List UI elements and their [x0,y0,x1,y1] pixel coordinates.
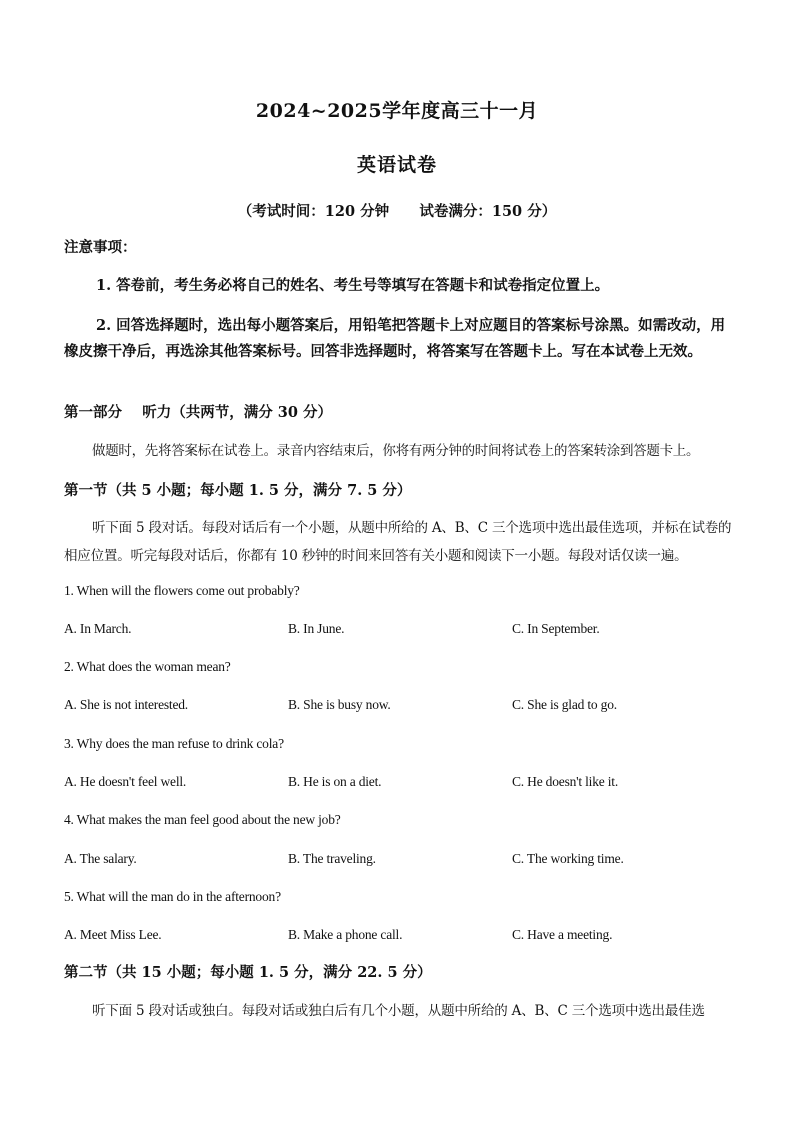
section1-heading: 第一节（共 5 小题；每小题 1. 5 分，满分 7. 5 分） [64,482,412,499]
option-b: B. The traveling. [288,851,376,866]
section1-description: 听下面 5 段对话。每段对话后有一个小题，从题中所给的 A、B、C 三个选项中选出最佳选项，并标在试卷的相应位置。听完每段对话后，你都有 10 秒钟的时间来回答有关小题和阅读下一小题。每段对话仅读一遍。 [64,520,732,564]
exam-subject: 英语试卷 [356,154,437,176]
notice-heading: 注意事项： [64,239,137,256]
option-a: A. In March. [64,621,132,636]
option-c: C. Have a meeting. [512,927,613,942]
option-b: B. She is busy now. [288,697,391,712]
part1-heading: 第一部分 听力（共两节，满分 30 分） [64,404,332,421]
question-stem: 2. What does the woman mean? [64,659,231,674]
option-c: C. The working time. [512,851,624,866]
exam-title: 2024~2025学年度高三十一月 [255,100,539,122]
option-b: B. In June. [288,621,345,636]
part1-description: 做题时，先将答案标在试卷上。录音内容结束后，你将有两分钟的时间将试卷上的答案转涂到答题卡上。 [92,443,700,459]
notice-item: 2. 回答选择题时，选出每小题答案后，用铅笔把答题卡上对应题目的答案标号涂黑。如需改动，用橡皮擦干净后，再选涂其他答案标号。回答非选择题时，将答案写在答题卡上。写在本试卷上无效。 [64,317,726,360]
option-a: A. The salary. [64,851,137,866]
option-a: A. Meet Miss Lee. [64,927,162,942]
option-a: A. He doesn't feel well. [64,774,187,789]
option-c: C. She is glad to go. [512,697,617,712]
question-stem: 3. Why does the man refuse to drink cola? [64,736,284,751]
section2-description: 听下面 5 段对话或独白。每段对话或独白后有几个小题，从题中所给的 A、B、C 三个选项中选出最佳选 [92,1003,705,1019]
section2-heading: 第二节（共 15 小题；每小题 1. 5 分，满分 22. 5 分） [64,964,432,981]
option-a: A. She is not interested. [64,697,188,712]
exam-info: （考试时间：120 分钟 试卷满分：150 分） [237,203,557,220]
question-stem: 4. What makes the man feel good about the new job? [64,812,341,827]
question-stem: 1. When will the flowers come out probably? [64,583,300,598]
option-b: B. Make a phone call. [288,927,403,942]
notice-item: 1. 答卷前，考生务必将自己的姓名、考生号等填写在答题卡和试卷指定位置上。 [96,277,610,294]
option-c: C. In September. [512,621,600,636]
option-c: C. He doesn't like it. [512,774,619,789]
option-b: B. He is on a diet. [288,774,382,789]
question-stem: 5. What will the man do in the afternoon? [64,889,281,904]
